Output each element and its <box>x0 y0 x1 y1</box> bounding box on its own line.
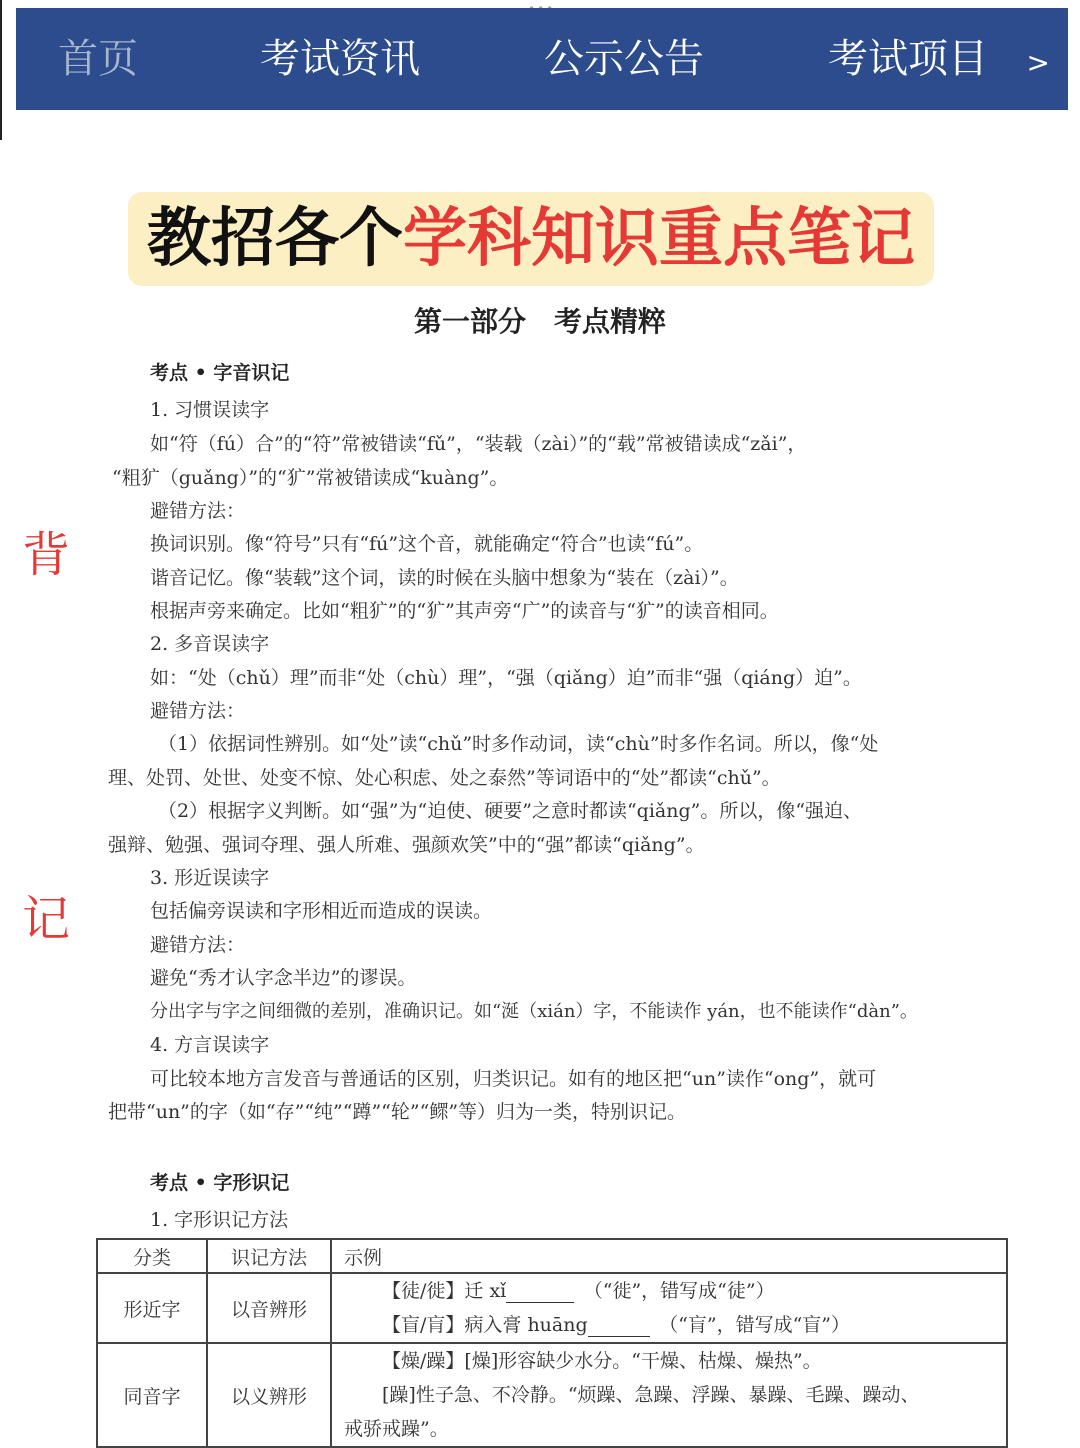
body-line: 1. 习惯误读字 <box>150 399 270 421</box>
example-note: （“肓”，错写成“盲”） <box>668 1314 851 1336</box>
example-line <box>382 1274 1006 1308</box>
table-cell-category: 同音字 <box>97 1343 207 1447</box>
table-header-row <box>97 1239 1007 1273</box>
margin-note-bei: 背 <box>22 527 71 583</box>
body-line: 换词识别。像“符号”只有“fú”这个音，就能确定“符合”也读“fú”。 <box>150 533 704 555</box>
section-title-pronunciation: 考点 • 字音识记 <box>150 362 290 384</box>
nav-item-exam-news[interactable]: 考试资讯 <box>260 36 420 82</box>
headline-red-text: 学科知识重点笔记 <box>403 202 915 276</box>
top-nav-bar <box>16 8 1068 110</box>
table-cell-method: 以义辨形 <box>207 1343 331 1447</box>
body-line: （2）根据字义判断。如“强”为“迫使、硬要”之意时都读“qiǎng”。所以，像“强迫、 <box>158 800 863 822</box>
body-line: 把带“un”的字（如“存”“纯”“蹲”“轮”“鳏”等）归为一类，特别识记。 <box>108 1101 687 1123</box>
body-line: 如：“处（chǔ）理”而非“处（chù）理”，“强（qiǎng）迫”而非“强（qiáng）迫”。 <box>150 667 862 689</box>
body-line: 2. 多音误读字 <box>150 633 270 655</box>
body-line: 如“符（fú）合”的“符”常被错读“fǔ”，“装载（zài）”的“载”常被错读成“zǎi”， <box>150 433 807 455</box>
body-line: 可比较本地方言发音与普通话的区别，归类识记。如有的地区把“un”读作“ong”，就可 <box>150 1068 877 1090</box>
body-line: 避错方法： <box>150 500 246 522</box>
example-text: 【徒/徙】迁 xǐ <box>382 1280 507 1302</box>
nav-item-home[interactable]: 首页 <box>58 36 138 82</box>
answer-blank <box>506 1282 574 1303</box>
headline-black-text: 教招各个 <box>147 202 403 276</box>
section-title-glyph: 考点 • 字形识记 <box>150 1172 290 1194</box>
headline-banner <box>128 192 934 286</box>
body-line: 避错方法： <box>150 700 246 722</box>
table-header-cell: 识记方法 <box>207 1239 331 1273</box>
table-row <box>97 1343 1007 1447</box>
example-note: （“徙”，错写成“徒”） <box>593 1280 775 1302</box>
table-cell-examples <box>331 1273 1007 1343</box>
example-line: 【燥/躁】[燥]形容缺少水分。“干燥、枯燥、燥热”。 <box>382 1350 822 1372</box>
body-line: 理、处罚、处世、处变不惊、处心积虑、处之泰然”等词语中的“处”都读“chǔ”。 <box>108 767 781 789</box>
body-line: 4. 方言误读字 <box>150 1034 270 1056</box>
nav-more-chevron-icon[interactable]: > <box>1026 46 1050 79</box>
body-line: 根据声旁来确定。比如“粗犷”的“犷”其声旁“广”的读音与“犷”的读音相同。 <box>150 600 779 622</box>
body-line: 分出字与字之间细微的差别，准确识记。如“涎（xián）字，不能读作 yán，也不能读作“dàn”。 <box>150 1001 918 1022</box>
body-line: 强辩、勉强、强词夺理、强人所难、强颜欢笑”中的“强”都读“qiǎng”。 <box>108 834 705 856</box>
example-text: 【盲/肓】病入膏 huāng <box>382 1314 588 1336</box>
table-cell-category: 形近字 <box>97 1273 207 1343</box>
body-line: 包括偏旁误读和字形相近而造成的误读。 <box>150 900 493 922</box>
body-line: 谐音记忆。像“装载”这个词，读的时候在头脑中想象为“装在（zài）”。 <box>150 567 739 589</box>
margin-note-ji: 记 <box>22 891 71 947</box>
example-line <box>382 1308 1006 1342</box>
glyph-method-table <box>96 1238 1008 1448</box>
table-cell-examples <box>331 1343 1007 1447</box>
answer-blank <box>588 1316 650 1337</box>
example-line: [躁]性子急、不冷静。“烦躁、急躁、浮躁、暴躁、毛躁、躁动、 <box>382 1384 920 1406</box>
body-line: “粗犷（guǎng）”的“犷”常被错读成“kuàng”。 <box>112 467 509 489</box>
body-line: 避错方法： <box>150 934 246 956</box>
body-line: 避免“秀才认字念半边”的谬误。 <box>150 967 417 989</box>
subsection-title: 1. 字形识记方法 <box>150 1209 289 1231</box>
body-line: （1）依据词性辨别。如“处”读“chǔ”时多作动词，读“chù”时多作名词。所以，像“处 <box>158 733 879 755</box>
table-header-cell: 分类 <box>97 1239 207 1273</box>
part-title: 第一部分 考点精粹 <box>413 305 666 338</box>
table-cell-method: 以音辨形 <box>207 1273 331 1343</box>
left-edge-bar <box>0 0 2 140</box>
nav-item-announcements[interactable]: 公示公告 <box>544 36 704 82</box>
example-line: 戒骄戒躁”。 <box>344 1418 449 1440</box>
table-header-cell: 示例 <box>331 1239 1007 1273</box>
body-line: 3. 形近误读字 <box>150 867 270 889</box>
table-row <box>97 1273 1007 1343</box>
nav-item-exam-projects[interactable]: 考试项目 <box>828 36 988 82</box>
